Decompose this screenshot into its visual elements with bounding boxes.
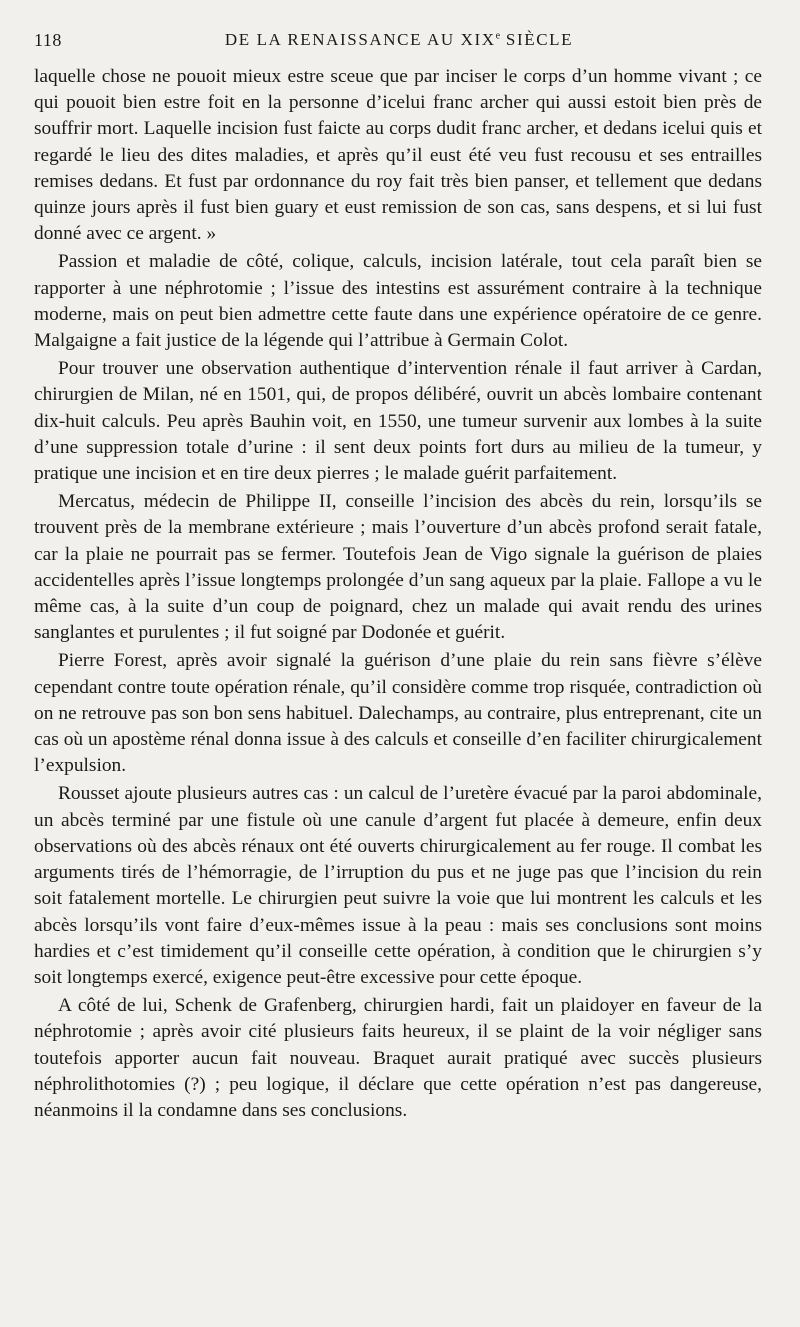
running-title-main: DE LA RENAISSANCE AU XIX (224, 30, 496, 49)
paragraph-mercatus: Mercatus, médecin de Philippe II, conseille l’incision des abcès du rein, lorsqu’ils se trouvent près de la membrane extérieure ; mais l’ouverture d’un abcès profond serait fatale, car la plaie ne pourrait pas se fermer. Toutefois Jean de Vigo signale la guérison de plaies accidentelles après l’issue longtemps prolongée d’un sang aqueux par la plaie. Fallope a vu le même cas, à la suite d’un coup de poignard, chez un malade qui avait rendu des urines sanglantes et purulentes ; il fut soigné par Dodonée et guérit. (34, 491, 762, 644)
paragraph-forest: Pierre Forest, après avoir signalé la guérison d’une plaie du rein sans fièvre s’élève cependant contre toute opération rénale, qu’il considère comme trop risquée, contradiction où on ne retrouve pas son bon sens habituel. Dalechamps, au contraire, plus entreprenant, cite un cas où un apostème rénal donna issue à des calculs et conseille d’en faciliter chirurgicalement l’expulsion. (34, 650, 762, 777)
paragraph-schenk: A côté de lui, Schenk de Grafenberg, chirurgien hardi, fait un plaidoyer en faveur de la néphrotomie ; après avoir cité plusieurs faits heureux, il se plaint de la voir négliger sans toutefois apporter aucun fait nouveau. Braquet aurait pratiqué avec succès plusieurs néphrolithotomies (?) ; peu logique, il déclare que cette opération n’est pas dangereuse, néanmoins il la condamne dans ses conclusions. (34, 995, 762, 1121)
paragraph-nephrotomy: Passion et maladie de côté, colique, calculs, incision latérale, tout cela paraît bien se rapporter à une néphrotomie ; l’issue des intestins est assurément contraire à la technique moderne, mais on peut bien admettre cette faute dans une expérience opératoire de ce genre. Malgaigne a fait justice de la légende qui l’attribue à Germain Colot. (34, 251, 762, 352)
running-title-superscript: e (495, 30, 501, 42)
running-title-end: SIÈCLE (500, 30, 574, 49)
paragraph-cardan: Pour trouver une observation authentique d’intervention rénale il faut arriver à Cardan, chirurgien de Milan, né en 1501, qui, de propos délibéré, ouvrit un abcès lombaire contenant dix-huit calculs. Peu après Bauhin voit, en 1550, une tumeur survenir aux lombes à la suite d’une suppression totale d’urine : il sent deux points fort durs au milieu de la tumeur, y pratique une incision et en tire deux pierres ; le malade guérit parfaitement. (34, 358, 762, 485)
page-number: 118 (34, 30, 62, 50)
body-text (34, 64, 762, 1126)
paragraph-continuation: laquelle chose ne pouoit mieux estre sceue que par inciser le corps d’un homme vivant ; ce qui pouoit bien estre foit en la personne d’icelui franc archer qui aussi estoit bien près de souffrir mort. Laquelle incision fust faicte au corps dudit franc archer, et dedans icelui quis et regardé le lieu des dites maladies, et après qu’il eust été veu fust recousu et ses entrailles remises dedans. Et fust par ordonnance du roy fait très bien panser, et tellement que dedans quinze jours après il fust bien guary et eust remission de son cas, sans despens, et si lui fust donné avec ce argent. » (34, 66, 762, 245)
running-title (34, 30, 764, 50)
paragraph-rousset: Rousset ajoute plusieurs autres cas : un calcul de l’uretère évacué par la paroi abdominale, un abcès terminé par une fistule où une canule d’argent fut placée à demeure, enfin deux observations où des abcès rénaux ont été ouverts chirurgicalement au fer rouge. Il combat les arguments tirés de l’hémorragie, de l’irruption du pus et ne juge pas que l’incision du rein soit fatalement mortelle. Le chirurgien peut suivre la voie que lui montrent les calculs et les abcès lorsqu’ils vont faire d’eux-mêmes issue à la peau : mais ses conclusions sont moins hardies et c’est timidement qu’il conseille cette opération, à condition que le chirurgien s’y soit longtemps exercé, exigence peut-être excessive pour cette époque. (34, 783, 762, 988)
page-header (34, 26, 764, 56)
